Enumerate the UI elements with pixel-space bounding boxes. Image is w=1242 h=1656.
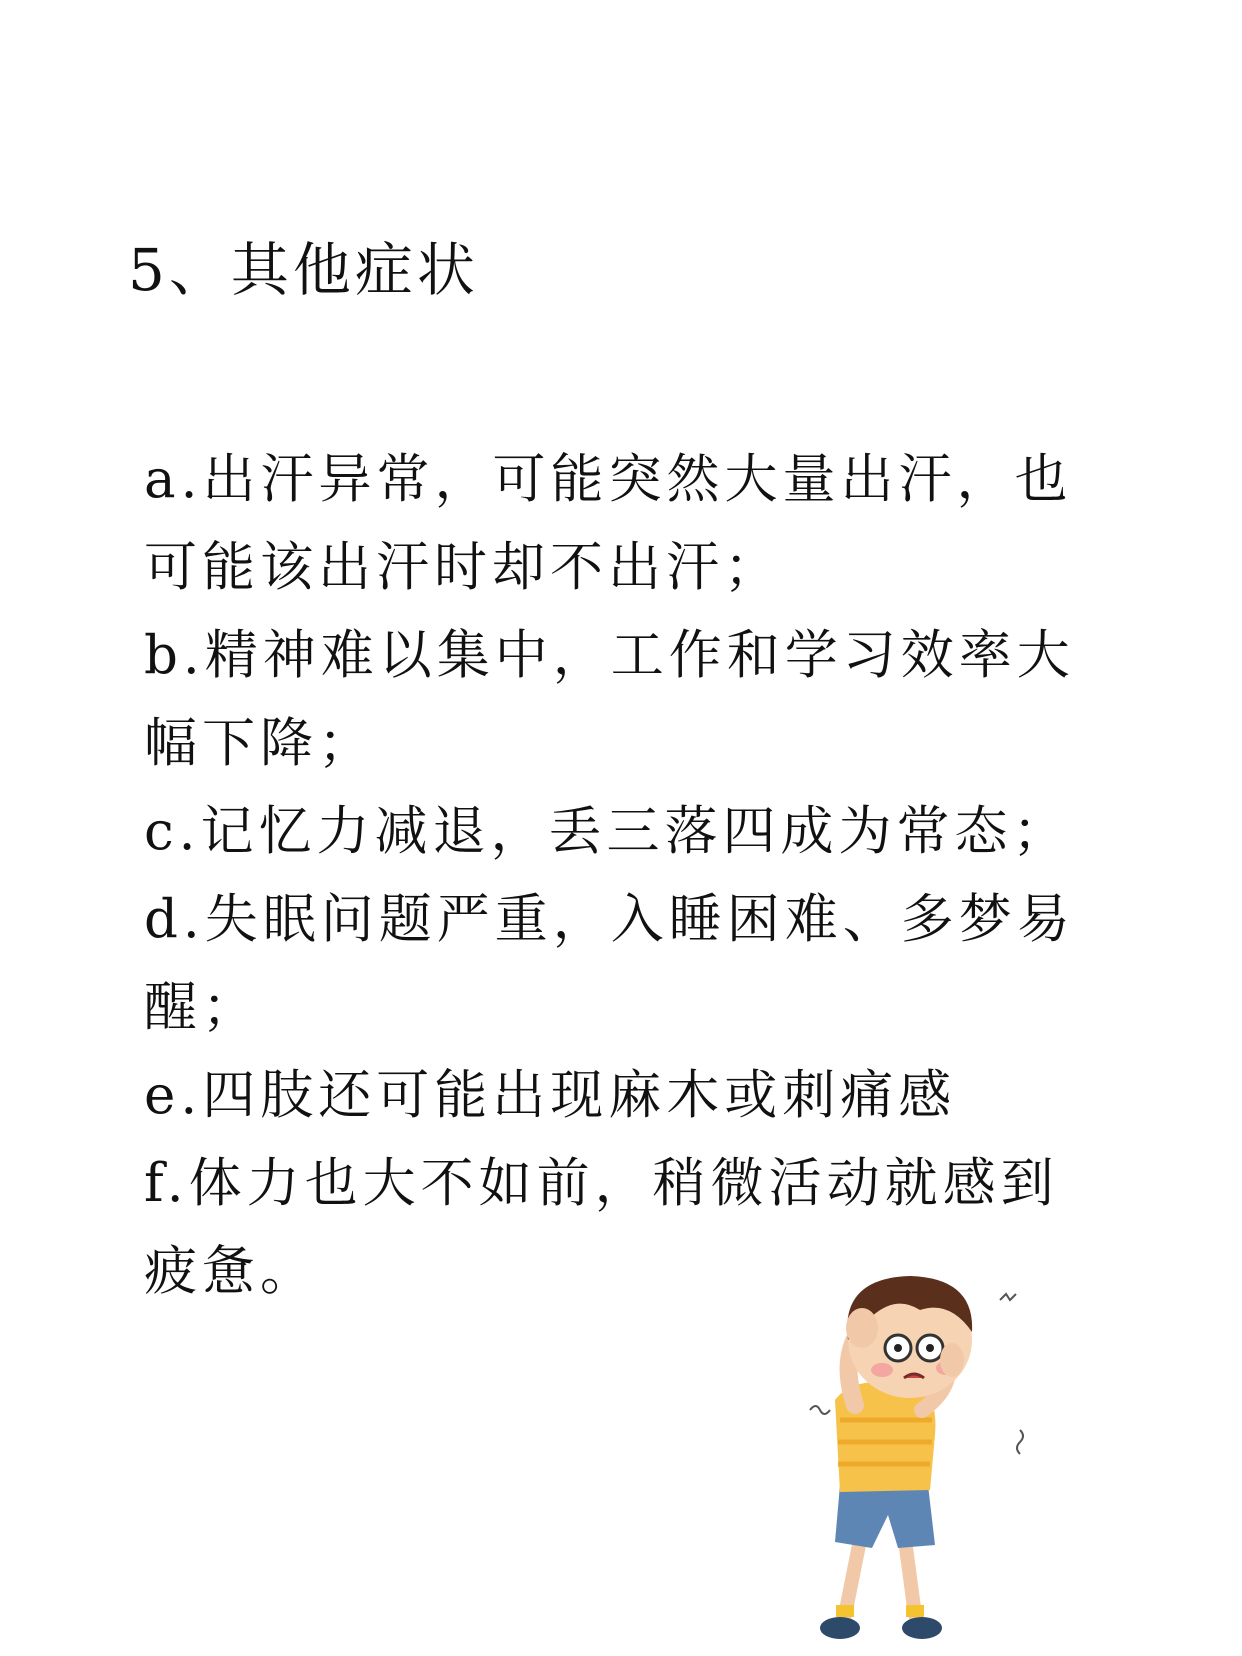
symptom-item-c: c.记忆力减退，丢三落四成为常态； bbox=[144, 801, 1071, 862]
symptom-item-a: a.出汗异常，可能突然大量出汗，也可能该出汗时却不出汗； bbox=[144, 449, 1073, 598]
symptom-list bbox=[144, 436, 1084, 1316]
symptom-item-b: b.精神难以集中，工作和学习效率大幅下降； bbox=[144, 625, 1075, 774]
page-title: 5、其他症状 bbox=[128, 236, 479, 304]
symptom-item-e: e.四肢还可能出现麻木或刺痛感 bbox=[144, 1065, 957, 1126]
symptom-item-d: d.失眠问题严重，入睡困难、多梦易醒； bbox=[144, 889, 1075, 1038]
worried-boy-illustration bbox=[800, 1270, 1040, 1650]
symptom-item-f: f.体力也大不如前，稍微活动就感到疲惫。 bbox=[144, 1153, 1059, 1302]
